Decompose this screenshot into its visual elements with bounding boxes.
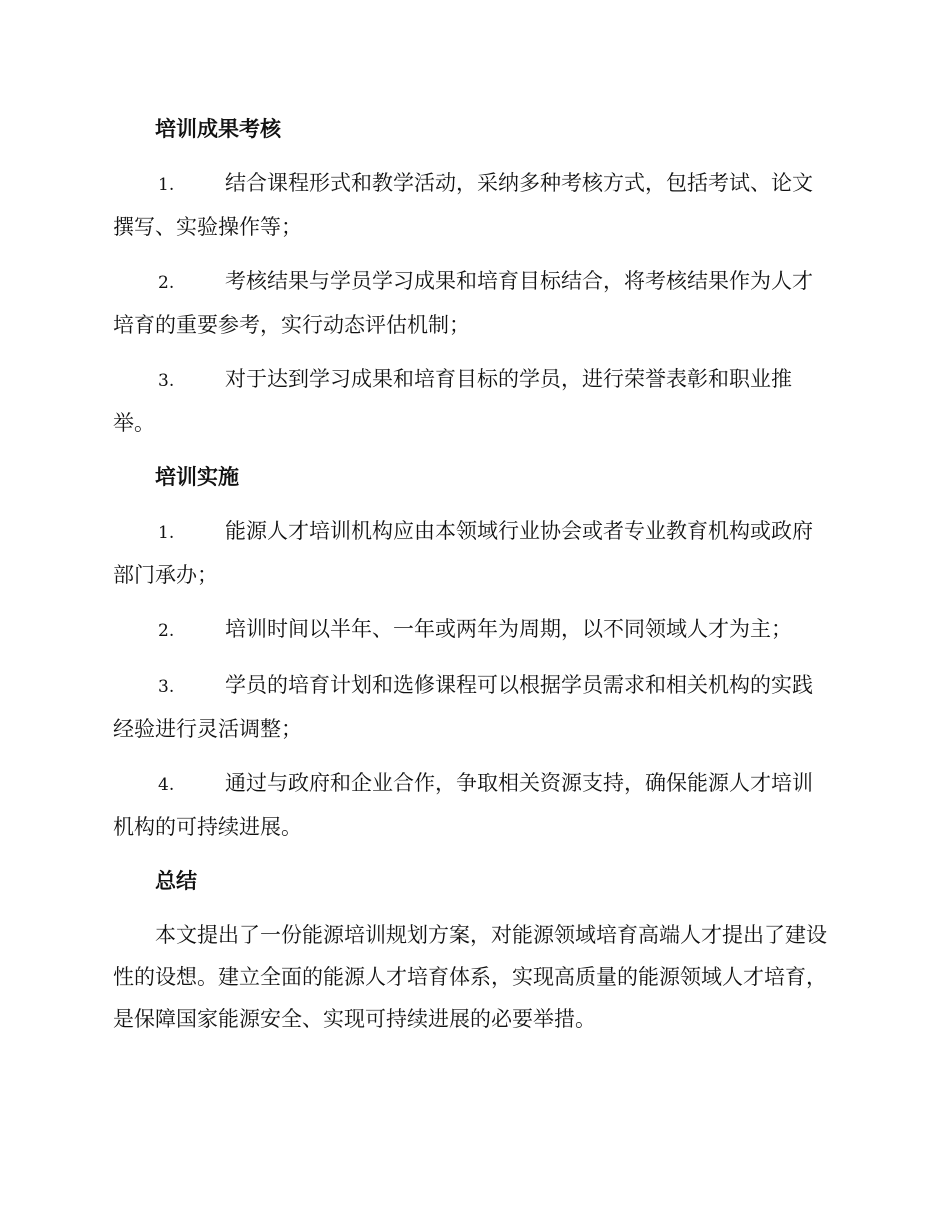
section-summary <box>113 860 833 1040</box>
list-number: 2. <box>158 273 175 293</box>
list-text: 学员的培育计划和选修课程可以根据学员需求和相关机构的实践经验进行灵活调整； <box>113 673 813 741</box>
section-heading: 总结 <box>155 868 197 893</box>
section-training-assessment <box>113 108 833 444</box>
list-item <box>113 664 833 750</box>
list-item <box>113 510 833 596</box>
list-number: 1. <box>158 523 175 543</box>
list-text: 通过与政府和企业合作，争取相关资源支持，确保能源人才培训机构的可持续进展。 <box>113 771 813 839</box>
list-text: 考核结果与学员学习成果和培育目标结合，将考核结果作为人才培育的重要参考，实行动态评估机制； <box>113 269 813 337</box>
list-number: 3. <box>158 371 175 391</box>
summary-paragraph: 本文提出了一份能源培训规划方案，对能源领域培育高端人才提出了建设性的设想。建立全面的能源人才培育体系，实现高质量的能源领域人才培育，是保障国家能源安全、实现可持续进展的必要举措。 <box>113 923 827 1031</box>
list-text: 结合课程形式和教学活动，采纳多种考核方式，包括考试、论文撰写、实验操作等； <box>113 171 813 239</box>
list-number: 1. <box>158 175 175 195</box>
document-body <box>113 108 833 1052</box>
section-heading: 培训实施 <box>155 464 239 489</box>
list-text: 培训时间以半年、一年或两年为周期，以不同领域人才为主； <box>225 617 792 641</box>
list-item <box>113 358 833 444</box>
list-text: 能源人才培训机构应由本领域行业协会或者专业教育机构或政府部门承办； <box>113 519 813 587</box>
list-item <box>113 608 833 652</box>
list-number: 2. <box>158 621 175 641</box>
list-item <box>113 762 833 848</box>
list-item <box>113 260 833 346</box>
list-number: 3. <box>158 677 175 697</box>
section-training-implementation <box>113 456 833 848</box>
list-text: 对于达到学习成果和培育目标的学员，进行荣誉表彰和职业推举。 <box>113 367 792 435</box>
list-number: 4. <box>158 775 175 795</box>
list-item <box>113 162 833 248</box>
section-heading: 培训成果考核 <box>155 116 281 141</box>
